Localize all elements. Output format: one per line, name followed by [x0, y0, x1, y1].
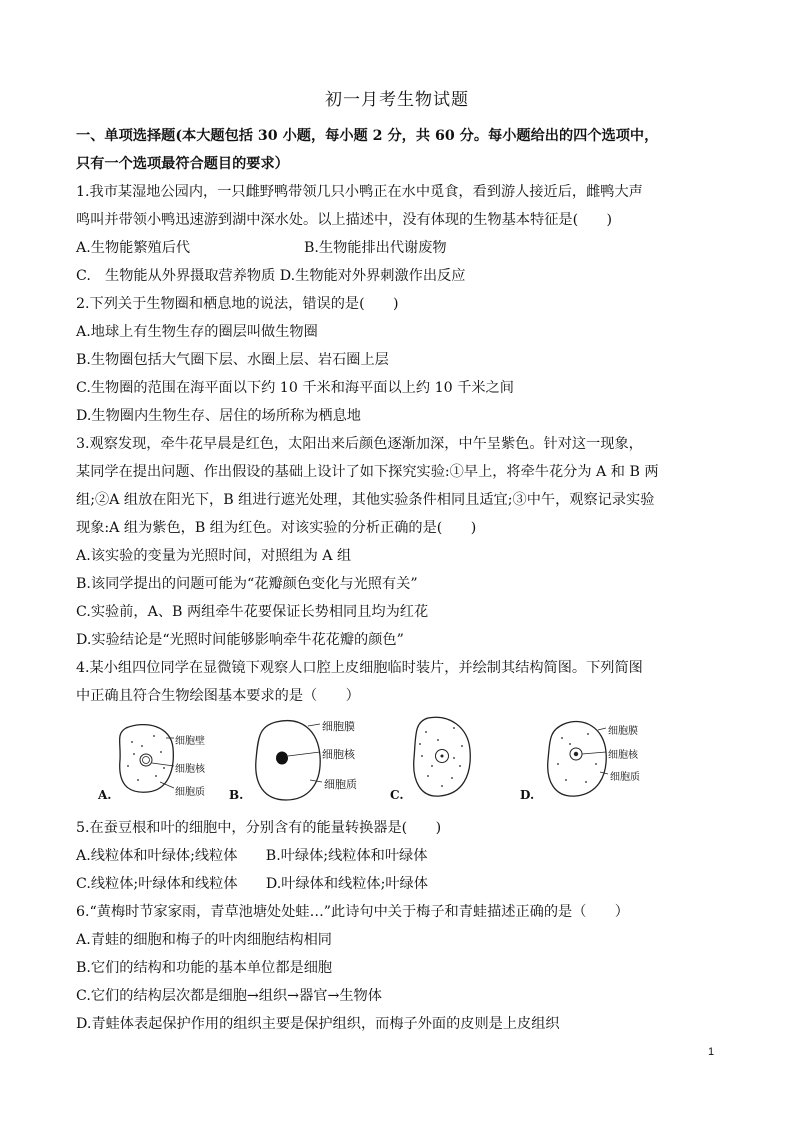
q5-option-ab: A.线粒体和叶绿体;线粒体 B.叶绿体;线粒体和叶绿体 — [76, 848, 428, 864]
section-heading-line2: 只有一个选项最符合题目的要求） — [76, 156, 289, 172]
diagram-c-cell — [414, 717, 471, 796]
diagram-a-nucleus-label: 细胞核 — [175, 764, 205, 775]
q1-stem-line1: 1.我市某湿地公园内，一只雌野鸭带领几只小鸭正在水中觅食，看到游人接近后，雌鸭大声 — [76, 184, 643, 200]
diagram-b-nucleus-leader — [288, 752, 320, 756]
q3-stem-line4: 现象:A 组为紫色，B 组为红色。对该实验的分析正确的是( ) — [76, 520, 477, 536]
q3-option-b: B.该同学提出的问题可能为“花瓣颜色变化与光照有关” — [76, 576, 418, 592]
q1-option-a: A.生物能繁殖后代 — [76, 240, 191, 256]
q1-option-cd: C. 生物能从外界摄取营养物质 D.生物能对外界刺激作出反应 — [76, 268, 466, 284]
diagram-a-wall-label: 细胞壁 — [175, 736, 205, 747]
diagram-d-nucleus-label: 细胞核 — [608, 750, 638, 761]
q6-option-c: C.它们的结构层次都是细胞→组织→器官→生物体 — [76, 988, 382, 1004]
q1-option-b: B.生物能排出代谢废物 — [304, 240, 447, 256]
q5-stem: 5.在蚕豆根和叶的细胞中，分别含有的能量转换器是( ) — [76, 820, 442, 836]
q4-stem-line2: 中正确且符合生物绘图基本要求的是（ ） — [76, 688, 360, 704]
q6-option-a: A.青蛙的细胞和梅子的叶肉细胞结构相同 — [76, 932, 332, 948]
section-heading-line1: 一、单项选择题(本大题包括 30 小题，每小题 2 分，共 60 分。每小题给出的四个选项中， — [76, 128, 659, 144]
q3-option-a: A.该实验的变量为光照时间，对照组为 A 组 — [76, 548, 352, 564]
q6-stem: 6.“黄梅时节家家雨，青草池塘处处蛙…”此诗句中关于梅子和青蛙描述正确的是（ ） — [76, 904, 629, 920]
q3-stem-line1: 3.观察发现，牵牛花早晨是红色，太阳出来后颜色逐渐加深，中午呈紫色。针对这一现象， — [76, 436, 643, 452]
diagram-d-membrane-leader — [598, 728, 606, 730]
diagram-b-membrane-label: 细胞膜 — [322, 720, 355, 733]
page-title: 初一月考生物试题 — [325, 90, 469, 110]
diagram-b-membrane-leader — [308, 724, 320, 726]
q3-option-d: D.实验结论是“光照时间能够影响牵牛花花瓣的颜色” — [76, 632, 404, 648]
diagram-d-cytoplasm-label: 细胞质 — [610, 772, 640, 783]
page-number: 1 — [708, 1046, 715, 1058]
q5-option-cd: C.线粒体;叶绿体和线粒体 D.叶绿体和线粒体;叶绿体 — [76, 876, 428, 892]
q4-stem-line1: 4.某小组四位同学在显微镜下观察人口腔上皮细胞临时装片，并绘制其结构简图。下列简图 — [76, 660, 643, 676]
diagram-a-option-label: A. — [98, 788, 112, 802]
cell-diagrams-figure — [76, 708, 716, 808]
q6-option-b: B.它们的结构和功能的基本单位都是细胞 — [76, 960, 333, 976]
diagram-c-option-label: C. — [390, 788, 404, 802]
q3-stem-line2: 某同学在提出问题、作出假设的基础上设计了如下探究实验:①早上，将牵牛花分为 A 和 B 两 — [76, 464, 659, 480]
diagram-d-nucleus-leader — [582, 752, 606, 754]
q3-option-c: C.实验前，A、B 两组牵牛花要保证长势相同且均为红花 — [76, 604, 429, 620]
q2-option-a: A.地球上有生物生存的圈层叫做生物圈 — [76, 324, 318, 340]
q2-stem: 2.下列关于生物圈和栖息地的说法，错误的是( ) — [76, 296, 399, 312]
diagram-a-nucleus-leader — [152, 763, 174, 766]
diagram-d-cell — [548, 722, 608, 797]
q2-option-b: B.生物圈包括大气圈下层、水圈上层、岩石圈上层 — [76, 352, 389, 368]
diagram-d-membrane-label: 细胞膜 — [608, 726, 638, 737]
diagram-d-option-label: D. — [520, 788, 535, 802]
diagram-b-nucleus-label: 细胞核 — [322, 748, 355, 761]
diagram-b-cell — [256, 721, 322, 800]
q2-option-c: C.生物圈的范围在海平面以下约 10 千米和海平面以上约 10 千米之间 — [76, 380, 514, 396]
q2-option-d: D.生物圈内生物生存、居住的场所称为栖息地 — [76, 408, 361, 424]
diagram-b-cytoplasm-label: 细胞质 — [324, 778, 357, 791]
q3-stem-line3: 组;②A 组放在阳光下，B 组进行遮光处理，其他实验条件相同且适宜;③中午，观察记录实验 — [76, 492, 655, 508]
diagram-a-cell — [120, 725, 174, 793]
q6-option-d: D.青蛙体表起保护作用的组织主要是保护组织，而梅子外面的皮则是上皮组织 — [76, 1016, 560, 1032]
diagram-b-option-label: B. — [229, 788, 244, 802]
diagram-a-cytoplasm-label: 细胞质 — [175, 787, 205, 798]
q1-stem-line2: 鸣叫并带领小鸭迅速游到湖中深水处。以上描述中，没有体现的生物基本特征是( ) — [76, 212, 613, 228]
